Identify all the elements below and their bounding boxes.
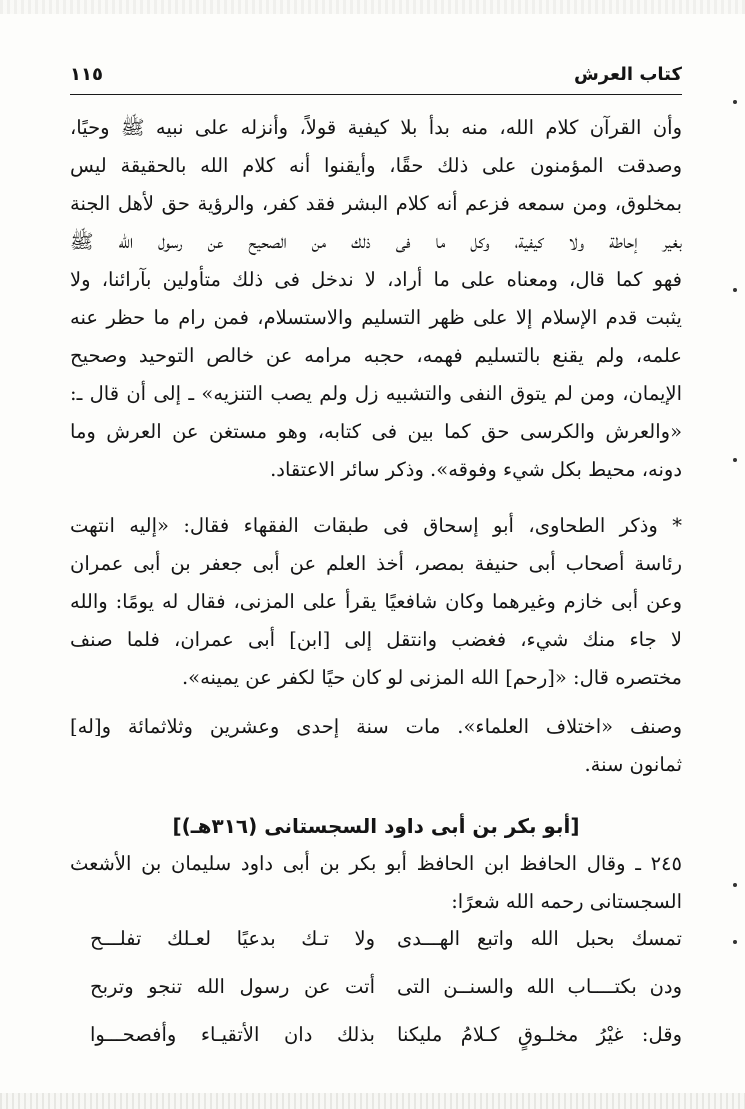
text-line: وأن القرآن كلام الله، منه بدأ بلا كيفية قولاً، وأنزله على نبيه ﷺ وحيًا، [70,116,682,139]
poem-verse [70,915,682,963]
poem-hemistich-second: ولا تـك بدعيًا لعـلك تفلـــح [90,927,375,950]
text-line: * وذكر الطحاوى، أبو إسحاق فى طبقات الفقهاء فقال: «إليه انتهت [70,514,682,537]
paragraph-tahawi [70,507,682,697]
text-line: وعن أبى خازم وغيرهما وكان شافعيًا يقرأ على المزنى، فقال له يومًا: والله [70,590,682,613]
text-line: ٢٤٥ ـ وقال الحافظ ابن الحافظ أبو بكر بن أبى داود سليمان بن الأشعث [70,852,682,875]
scan-dot [733,100,737,104]
scan-dot [733,458,737,462]
text-line: لا جاء منك شيء، فغضب وانتقل إلى [ابن] أبى عمران، فلما صنف [70,628,682,651]
poem [70,915,682,1059]
text-line: فهو كما قال، ومعناه على ما أراد، لا ندخل فى ذلك متأولين بآرائنا، ولا [70,268,682,291]
text-line: رئاسة أصحاب أبى حنيفة بمصر، أخذ العلم عن أبى جعفر بن أبى عمران [70,552,682,575]
poem-verse [70,963,682,1011]
poem-hemistich-first: تمسك بحبل الله واتبع الهـــدى [397,927,682,950]
scan-dot [733,883,737,887]
scan-edge-bottom [0,1093,745,1109]
text-line: مختصره قال: «[رحم] الله المزنى لو كان حيًا لكفر عن يمينه». [181,666,682,689]
text-line: يثبت قدم الإسلام إلا على ظهر التسليم والاستسلام، فمن رام ما حظر عنه [70,306,682,329]
text-line: علمه، ولم يقنع بالتسليم فهمه، حجبه مرامه عن خالص التوحيد وصحيح [70,344,682,367]
running-title: كتاب العرش [573,64,682,85]
text-line: «والعرش والكرسى حق كما بين فى كتابه، وهو مستغن عن العرش وما [70,420,682,443]
text-line: السجستانى رحمه الله شعرًا: [451,890,682,913]
page-header [70,62,682,95]
paragraph-creed-quote [70,109,682,489]
poem-verse [70,1011,682,1059]
text-line: الإيمان، ومن لم يتوق النفى والتشبيه زل ولم يصب التنزيه» ـ إلى أن قال ـ: [70,382,682,405]
text-line: دونه، محيط بكل شيء وفوقه». وذكر سائر الاعتقاد. [270,458,682,481]
page-number: ١١٥ [70,64,103,85]
poem-hemistich-second: أتت عن رسول الله تنجو وتربح [90,975,375,998]
text-line: بمخلوق، ومن سمعه فزعم أنه كلام البشر فقد كفر، والرؤية حق لأهل الجنة [70,192,682,215]
scan-dot [733,940,737,944]
poem-hemistich-first: ودن بكتــــاب الله والسنــن التى [397,975,682,998]
text-line: وصدقت المؤمنون على ذلك حقًا، وأيقنوا أنه كلام الله بالحقيقة ليس [70,154,682,177]
paragraph-item-245 [70,845,682,921]
scan-dot [733,288,737,292]
text-line: وصنف «اختلاف العلماء». مات سنة إحدى وعشرين وثلاثمائة و[له] [70,715,682,738]
section-heading: [أبو بكر بن أبى داود السجستانى (٣١٦هـ)] [172,814,580,838]
paragraph-ikhtilaf [70,708,682,784]
text-line: ثمانون سنة. [584,753,682,776]
poem-hemistich-second: بذلك دان الأتقيـاء وأفصحـــوا [90,1023,375,1046]
scan-edge-top [0,0,745,14]
poem-hemistich-first: وقل: غيْرُ مخلـوقٍ كـلامُ مليكنا [397,1023,682,1046]
text-line: بغير إحاطة ولا كيفية، وكل ما فى ذلك من الصحيح عن رسول الله ﷺ [70,230,682,253]
